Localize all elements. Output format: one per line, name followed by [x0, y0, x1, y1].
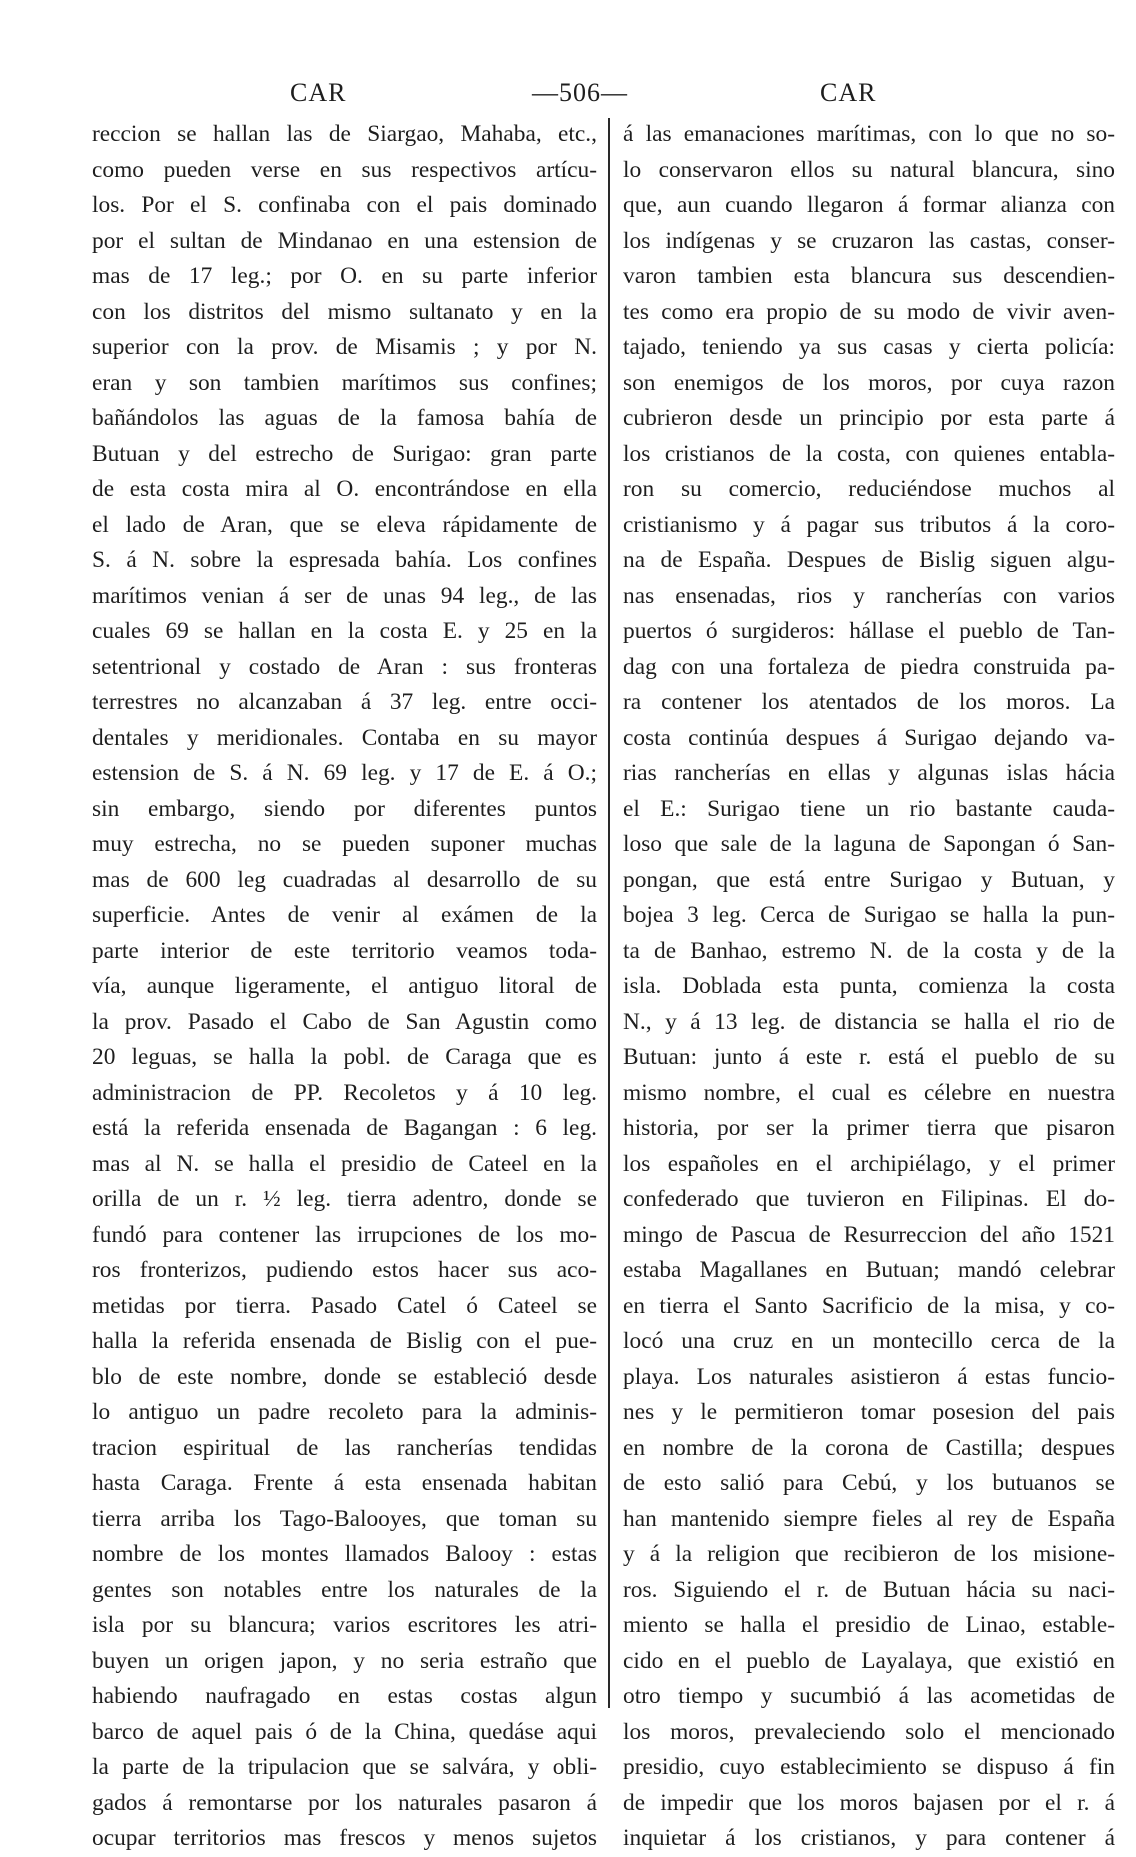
- text-line: fundó para contener las irrupciones de los mo-: [92, 1221, 597, 1248]
- text-line: gados á remontarse por los naturales pasaron á: [92, 1789, 597, 1816]
- text-line: tierra arriba los Tago-Balooyes, que toman su: [92, 1505, 597, 1532]
- text-line: ta de Banhao, estremo N. de la costa y de la: [623, 937, 1115, 964]
- text-line: miento se halla el presidio de Linao, estable-: [623, 1612, 1115, 1638]
- text-line: halla la referida ensenada de Bislig con el pue-: [92, 1328, 597, 1354]
- text-line: isla. Doblada esta punta, comienza la costa: [623, 973, 1115, 999]
- running-header: [0, 70, 1136, 110]
- text-line: buyen un origen japon, y no seria estraño que: [92, 1647, 597, 1674]
- text-line: costa continúa despues á Surigao dejando va-: [623, 724, 1115, 751]
- text-line: los moros, prevaleciendo solo el mencionado: [623, 1718, 1115, 1745]
- text-line: cristianismo y á pagar sus tributos á la coro-: [623, 511, 1115, 538]
- text-line: locó una cruz en un montecillo cerca de la: [623, 1328, 1115, 1354]
- text-line: cuales 69 se hallan en la costa E. y 25 en la: [92, 618, 597, 644]
- text-line: por el sultan de Mindanao en una estension de: [92, 227, 597, 254]
- header-right-word: CAR: [820, 78, 877, 107]
- text-line: setentrional y costado de Aran : sus fronteras: [92, 653, 597, 680]
- text-line: el lado de Aran, que se eleva rápidamente de: [92, 511, 597, 538]
- text-line: cubrieron desde un principio por esta parte á: [623, 405, 1115, 431]
- text-line: superficie. Antes de venir al exámen de la: [92, 902, 597, 928]
- text-line: de esta costa mira al O. encontrándose en ella: [92, 476, 597, 502]
- text-line: reccion se hallan las de Siargao, Mahaba, etc.,: [92, 121, 597, 147]
- text-line: nas ensenadas, rios y rancherías con varios: [623, 582, 1115, 609]
- text-line: ros. Siguiendo el r. de Butuan hácia su naci-: [623, 1576, 1115, 1603]
- text-line: dag con una fortaleza de piedra construida pa-: [623, 653, 1115, 680]
- text-line: parte interior de este territorio veamos toda-: [92, 937, 597, 964]
- text-line: son enemigos de los moros, por cuya razon: [623, 369, 1115, 396]
- text-line: tes como era propio de su modo de vivir aven-: [623, 298, 1115, 325]
- text-line: superior con la prov. de Misamis ; y por N.: [92, 334, 597, 360]
- text-line: rias rancherías en ellas y algunas islas hácia: [623, 760, 1115, 786]
- text-line: con los distritos del mismo sultanato y en la: [92, 298, 597, 325]
- text-line: presidio, cuyo establecimiento se dispuso á fin: [623, 1754, 1115, 1780]
- text-line: ros fronterizos, pudiendo estos hacer sus aco-: [92, 1257, 597, 1283]
- text-line: orilla de un r. ½ leg. tierra adentro, donde se: [92, 1186, 597, 1212]
- text-line: terrestres no alcanzaban á 37 leg. entre occi-: [92, 689, 597, 715]
- text-line: dentales y meridionales. Contaba en su mayor: [92, 724, 597, 751]
- text-line: mas de 600 leg cuadradas al desarrollo de su: [92, 866, 597, 893]
- left-column: [92, 117, 597, 1857]
- text-line: cido en el pueblo de Layalaya, que existió en: [623, 1647, 1115, 1674]
- text-line: está la referida ensenada de Bagangan : 6 leg.: [92, 1115, 597, 1141]
- text-line: bañándolos las aguas de la famosa bahía de: [92, 405, 597, 431]
- text-line: en nombre de la corona de Castilla; despues: [623, 1434, 1115, 1461]
- page-number: —506—: [532, 78, 628, 107]
- text-line: los cristianos de la costa, con quienes entabla-: [623, 440, 1115, 467]
- text-line: han mantenido siempre fieles al rey de España: [623, 1505, 1115, 1532]
- text-line: sin embargo, siendo por diferentes puntos: [92, 795, 597, 822]
- text-line: N., y á 13 leg. de distancia se halla el rio de: [623, 1008, 1115, 1035]
- text-line: en tierra el Santo Sacrificio de la misa, y co-: [623, 1292, 1115, 1319]
- text-line: muy estrecha, no se pueden suponer muchas: [92, 831, 597, 857]
- text-line: inquietar á los cristianos, y para contener á: [623, 1825, 1115, 1851]
- text-line: Butuan: junto á este r. está el pueblo de su: [623, 1044, 1115, 1070]
- text-line: tajado, teniendo ya sus casas y cierta policía:: [623, 334, 1115, 360]
- text-line: como pueden verse en sus respectivos artícu-: [92, 156, 597, 183]
- text-line: loso que sale de la laguna de Sapongan ó San-: [623, 831, 1115, 857]
- text-line: los indígenas y se cruzaron las castas, conser-: [623, 227, 1115, 254]
- text-line: eran y son tambien marítimos sus confines;: [92, 369, 597, 396]
- text-line: estension de S. á N. 69 leg. y 17 de E. á O.;: [92, 760, 597, 786]
- text-line: na de España. Despues de Bislig siguen algu-: [623, 547, 1115, 573]
- text-line: el E.: Surigao tiene un rio bastante cauda-: [623, 795, 1115, 822]
- text-line: la prov. Pasado el Cabo de San Agustin como: [92, 1008, 597, 1035]
- text-line: metidas por tierra. Pasado Catel ó Cateel se: [92, 1292, 597, 1319]
- text-line: los españoles en el archipiélago, y el primer: [623, 1150, 1115, 1177]
- text-line: nombre de los montes llamados Balooy : estas: [92, 1541, 597, 1567]
- text-line: mismo nombre, el cual es célebre en nuestra: [623, 1079, 1115, 1106]
- text-line: gentes son notables entre los naturales de la: [92, 1576, 597, 1603]
- text-line: barco de aquel pais ó de la China, quedáse aqui: [92, 1718, 597, 1745]
- text-line: 20 leguas, se halla la pobl. de Caraga que es: [92, 1044, 597, 1070]
- text-line: que, aun cuando llegaron á formar alianza con: [623, 192, 1115, 218]
- text-line: y á la religion que recibieron de los misione-: [623, 1541, 1115, 1567]
- header-left-word: CAR: [290, 78, 347, 107]
- text-line: los. Por el S. confinaba con el pais dominado: [92, 192, 597, 218]
- text-line: otro tiempo y sucumbió á las acometidas de: [623, 1683, 1115, 1709]
- text-line: mingo de Pascua de Resurreccion del año 1521: [623, 1221, 1115, 1248]
- right-column: [623, 117, 1115, 1857]
- text-line: administracion de PP. Recoletos y á 10 leg.: [92, 1079, 597, 1106]
- text-line: hasta Caraga. Frente á esta ensenada habitan: [92, 1470, 597, 1496]
- text-line: mas al N. se halla el presidio de Cateel en la: [92, 1150, 597, 1177]
- text-line: marítimos venian á ser de unas 94 leg., de las: [92, 582, 597, 609]
- text-line: á las emanaciones marítimas, con lo que no so-: [623, 121, 1115, 147]
- text-line: de impedir que los moros bajasen por el r. á: [623, 1789, 1115, 1816]
- text-line: de esto salió para Cebú, y los butuanos se: [623, 1470, 1115, 1496]
- text-line: nes y le permitieron tomar posesion del pais: [623, 1399, 1115, 1425]
- text-line: la parte de la tripulacion que se salvára, y obli-: [92, 1754, 597, 1780]
- text-line: ocupar territorios mas frescos y menos sujetos: [92, 1825, 597, 1851]
- text-line: ron su comercio, reduciéndose muchos al: [623, 476, 1115, 502]
- text-line: tracion espiritual de las rancherías tendidas: [92, 1434, 597, 1461]
- text-line: bojea 3 leg. Cerca de Surigao se halla la pun-: [623, 902, 1115, 928]
- text-line: puertos ó surgideros: hállase el pueblo de Tan-: [623, 618, 1115, 644]
- text-line: lo antiguo un padre recoleto para la adminis-: [92, 1399, 597, 1425]
- text-line: Butuan y del estrecho de Surigao: gran parte: [92, 440, 597, 467]
- text-line: blo de este nombre, donde se estableció desde: [92, 1363, 597, 1390]
- text-line: mas de 17 leg.; por O. en su parte inferior: [92, 263, 597, 289]
- column-divider: [608, 118, 610, 1708]
- text-line: vía, aunque ligeramente, el antiguo litoral de: [92, 973, 597, 999]
- text-line: estaba Magallanes en Butuan; mandó celebrar: [623, 1257, 1115, 1283]
- text-line: S. á N. sobre la espresada bahía. Los confines: [92, 547, 597, 573]
- text-line: historia, por ser la primer tierra que pisaron: [623, 1115, 1115, 1141]
- text-line: isla por su blancura; varios escritores les atri-: [92, 1612, 597, 1638]
- text-line: varon tambien esta blancura sus descendien-: [623, 263, 1115, 289]
- text-line: playa. Los naturales asistieron á estas funcio-: [623, 1363, 1115, 1390]
- text-line: pongan, que está entre Surigao y Butuan, y: [623, 866, 1115, 893]
- text-line: confederado que tuvieron en Filipinas. El do-: [623, 1186, 1115, 1212]
- text-line: lo conservaron ellos su natural blancura, sino: [623, 156, 1115, 183]
- text-line: ra contener los atentados de los moros. La: [623, 689, 1115, 715]
- text-line: habiendo naufragado en estas costas algun: [92, 1683, 597, 1709]
